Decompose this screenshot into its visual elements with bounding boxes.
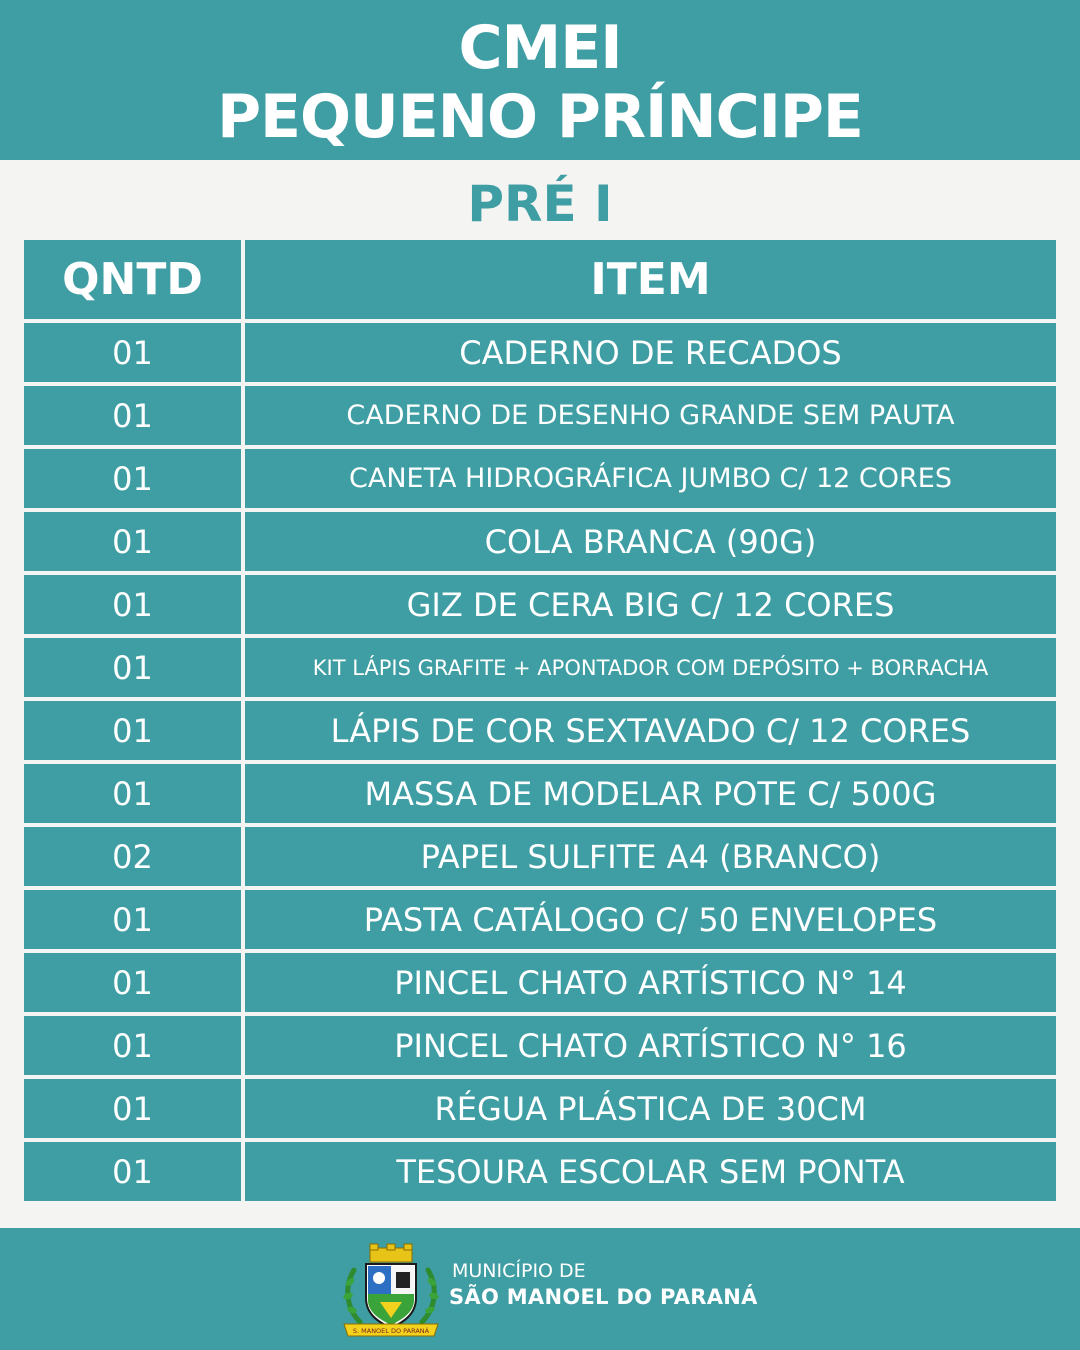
- table-header-row: [24, 240, 1056, 319]
- item-cell: PINCEL CHATO ARTÍSTICO N° 16: [245, 1016, 1056, 1075]
- item-cell: CADERNO DE RECADOS: [245, 323, 1056, 382]
- table-row: [24, 1016, 1056, 1075]
- item-cell: PINCEL CHATO ARTÍSTICO N° 14: [245, 953, 1056, 1012]
- table-row: [24, 1142, 1056, 1201]
- table-row: [24, 701, 1056, 760]
- qty-cell: 02: [24, 827, 241, 886]
- qty-cell: 01: [24, 449, 241, 508]
- qty-cell: 01: [24, 323, 241, 382]
- table-row: [24, 764, 1056, 823]
- page-title-line2: PEQUENO PRÍNCIPE: [217, 82, 863, 152]
- table-row: [24, 386, 1056, 445]
- municipal-coat-of-arms-icon: [340, 1242, 442, 1340]
- item-cell: MASSA DE MODELAR POTE C/ 500G: [245, 764, 1056, 823]
- qty-cell: 01: [24, 575, 241, 634]
- municipality-name: SÃO MANOEL DO PARANÁ: [449, 1285, 758, 1309]
- class-subtitle: PRÉ I: [467, 175, 613, 233]
- qty-cell: 01: [24, 1079, 241, 1138]
- header-banner: [0, 0, 1080, 160]
- item-cell: LÁPIS DE COR SEXTAVADO C/ 12 CORES: [245, 701, 1056, 760]
- table-row: [24, 953, 1056, 1012]
- item-cell: TESOURA ESCOLAR SEM PONTA: [245, 1142, 1056, 1201]
- item-cell: GIZ DE CERA BIG C/ 12 CORES: [245, 575, 1056, 634]
- item-cell: COLA BRANCA (90G): [245, 512, 1056, 571]
- item-cell: PAPEL SULFITE A4 (BRANCO): [245, 827, 1056, 886]
- item-cell: CANETA HIDROGRÁFICA JUMBO C/ 12 CORES: [245, 449, 1056, 508]
- supply-list-table: [24, 240, 1056, 1201]
- qty-cell: 01: [24, 764, 241, 823]
- page-title-line1: CMEI: [458, 13, 622, 83]
- qty-cell: 01: [24, 890, 241, 949]
- qty-cell: 01: [24, 512, 241, 571]
- item-cell: RÉGUA PLÁSTICA DE 30CM: [245, 1079, 1056, 1138]
- table-row: [24, 1079, 1056, 1138]
- qty-cell: 01: [24, 953, 241, 1012]
- municipality-label: MUNICÍPIO DE: [452, 1260, 586, 1282]
- qty-cell: 01: [24, 386, 241, 445]
- column-header-item: ITEM: [245, 240, 1056, 319]
- qty-cell: 01: [24, 1016, 241, 1075]
- table-row: [24, 575, 1056, 634]
- table-row: [24, 638, 1056, 697]
- item-cell: CADERNO DE DESENHO GRANDE SEM PAUTA: [245, 386, 1056, 445]
- table-row: [24, 890, 1056, 949]
- item-cell: PASTA CATÁLOGO C/ 50 ENVELOPES: [245, 890, 1056, 949]
- qty-cell: 01: [24, 701, 241, 760]
- table-row: [24, 512, 1056, 571]
- crest-ribbon-text: S. MANOEL DO PARANÁ: [352, 1327, 430, 1335]
- table-row: [24, 827, 1056, 886]
- table-row: [24, 449, 1056, 508]
- column-header-qty: QNTD: [24, 240, 241, 319]
- item-cell: KIT LÁPIS GRAFITE + APONTADOR COM DEPÓSITO + BORRACHA: [245, 638, 1056, 697]
- qty-cell: 01: [24, 1142, 241, 1201]
- table-row: [24, 323, 1056, 382]
- qty-cell: 01: [24, 638, 241, 697]
- footer-banner: [0, 1228, 1080, 1350]
